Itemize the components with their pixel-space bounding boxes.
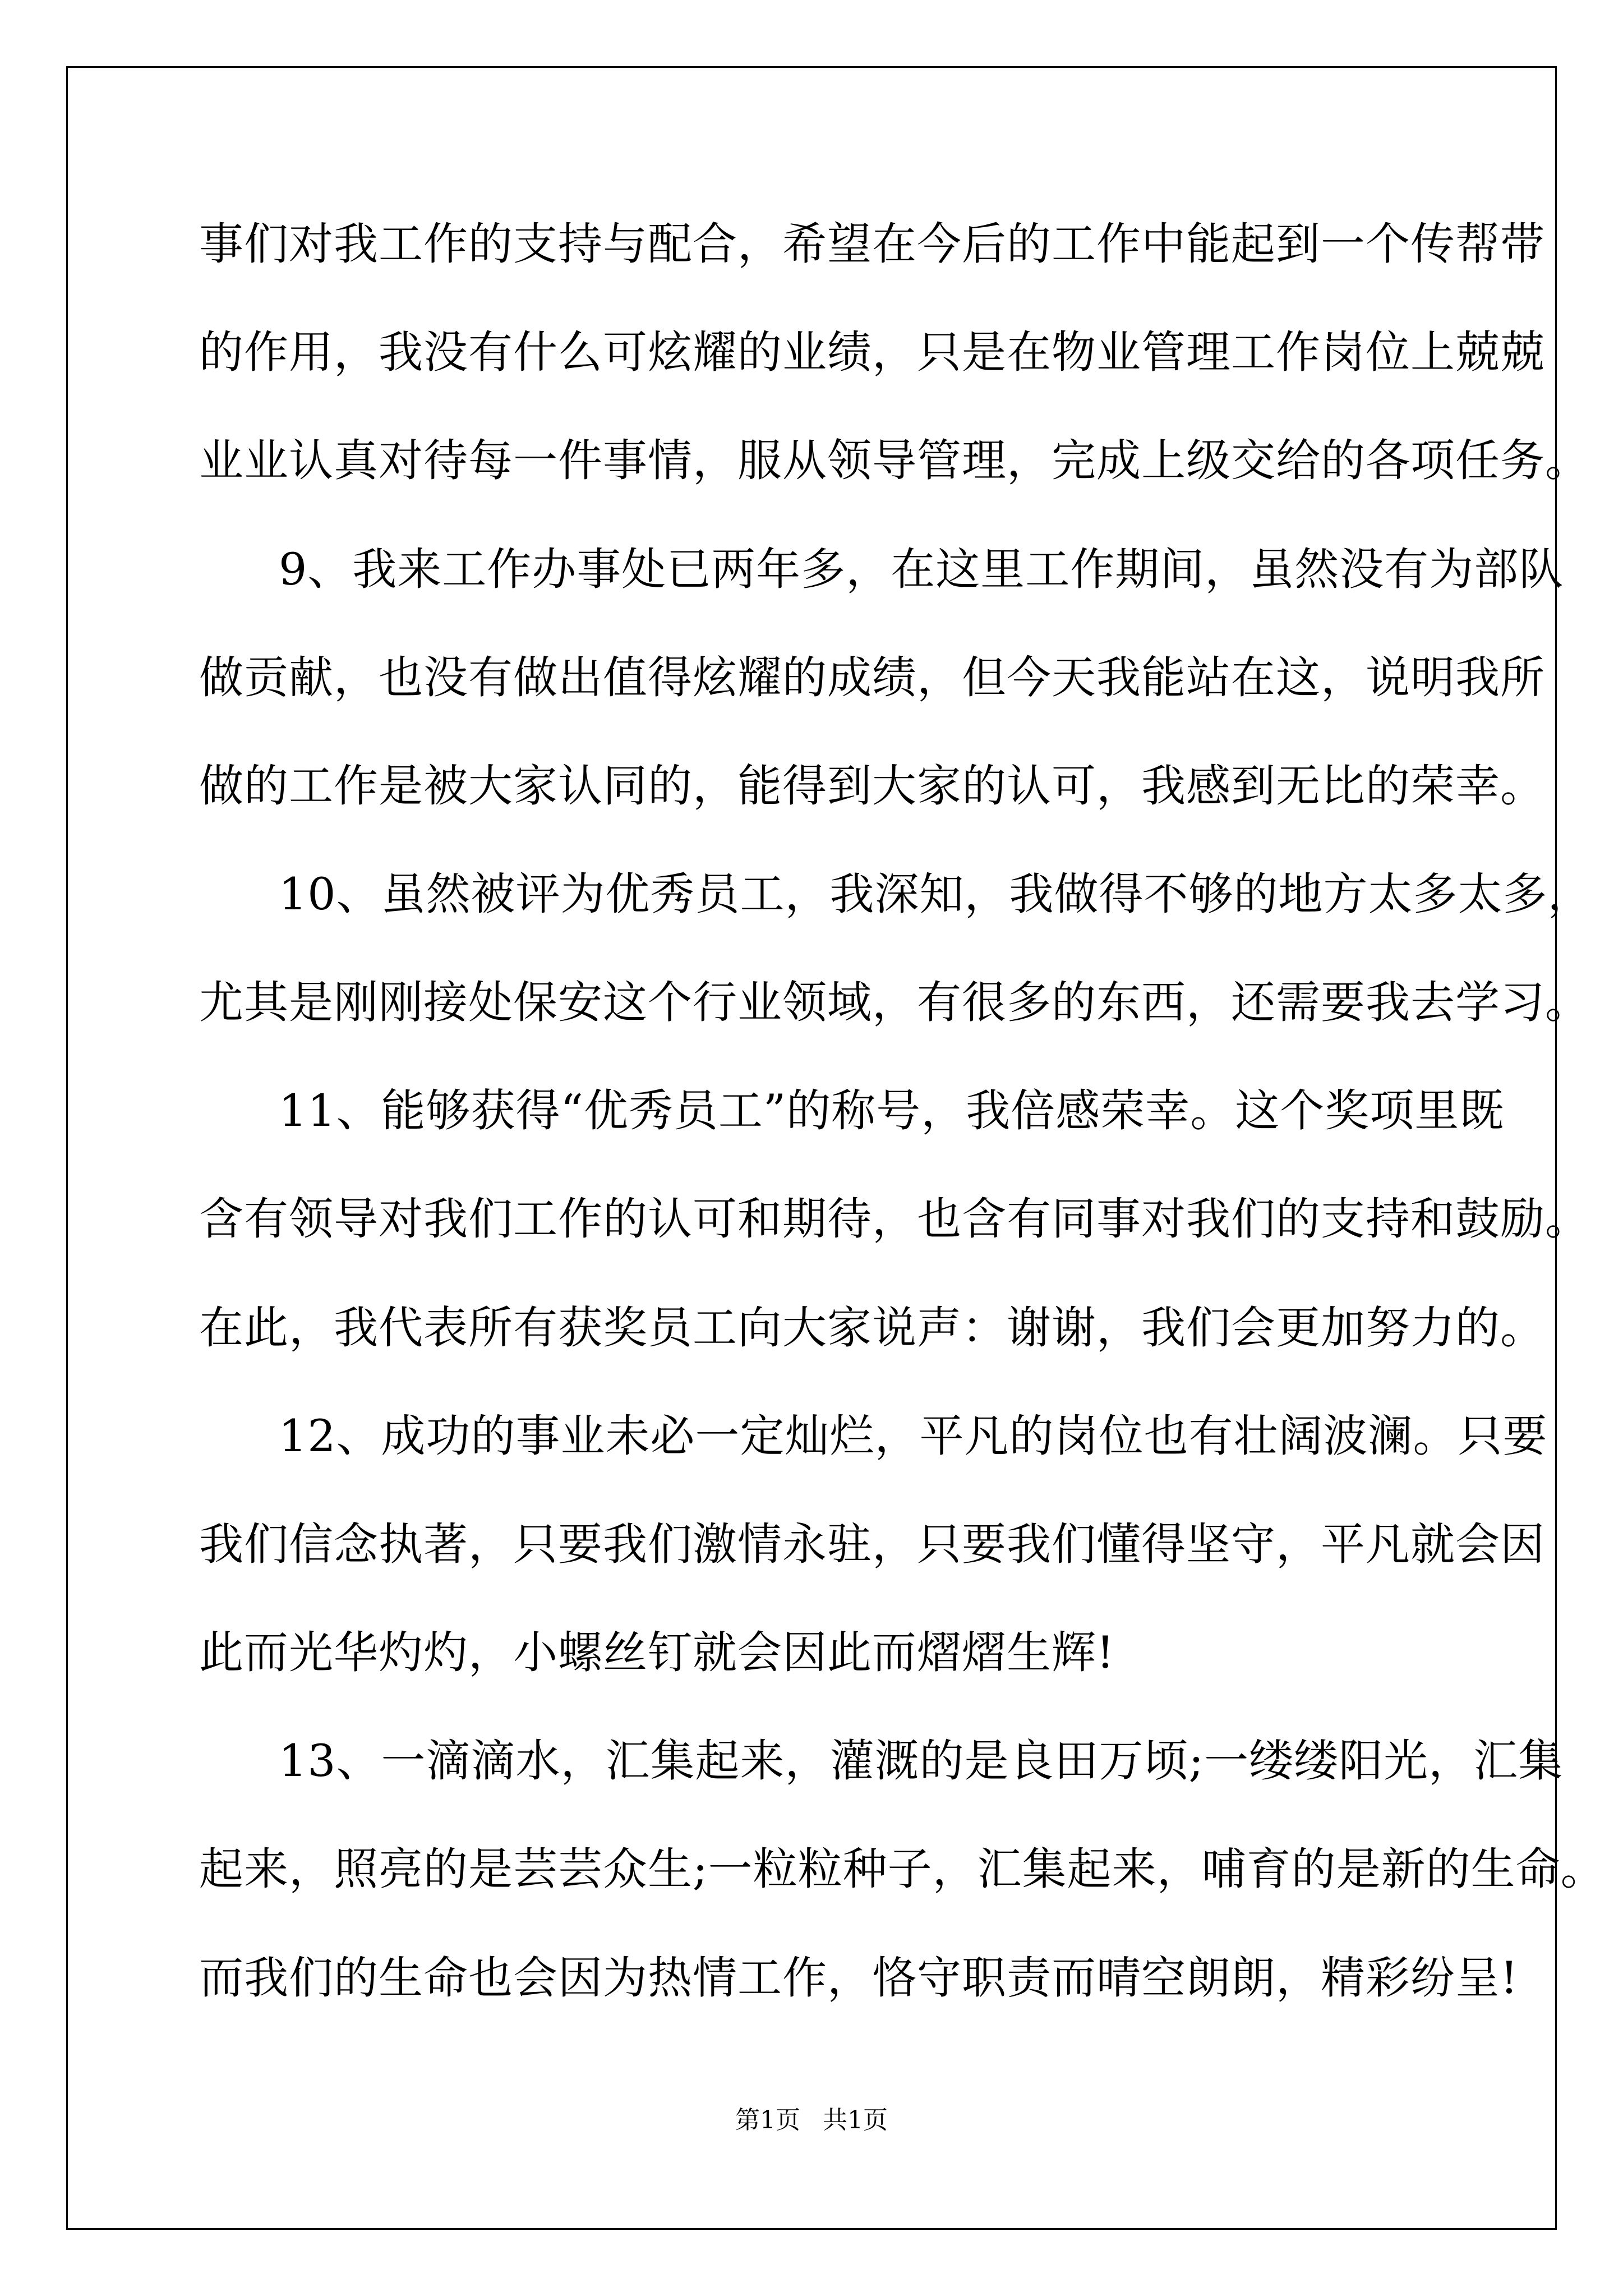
text-line-13: 我们信念执著，只要我们激情永驻，只要我们懂得坚守，平凡就会因 (199, 1519, 1545, 1570)
text-line-14: 此而光华灼灼，小螺丝钉就会因此而熠熠生辉! (199, 1627, 1115, 1678)
text-line-3: 业业认真对待每一件事情，服从领导管理，完成上级交给的各项任务。 (199, 435, 1590, 486)
text-line-15: 13、一滴滴水，汇集起来，灌溉的是良田万顷;一缕缕阳光，汇集 (279, 1735, 1564, 1787)
text-line-9: 11、能够获得“优秀员工”的称号，我倍感荣幸。这个奖项里既 (279, 1085, 1505, 1137)
text-line-12: 12、成功的事业未必一定灿烂，平凡的岗位也有壮阔波澜。只要 (279, 1410, 1548, 1462)
text-line-4: 9、我来工作办事处已两年多，在这里工作期间，虽然没有为部队 (279, 544, 1564, 595)
text-line-10: 含有领导对我们工作的认可和期待，也含有同事对我们的支持和鼓励。 (199, 1193, 1590, 1245)
text-line-5: 做贡献，也没有做出值得炫耀的成绩，但今天我能站在这，说明我所 (199, 652, 1545, 703)
text-line-8: 尤其是刚刚接处保安这个行业领域，有很多的东西，还需要我去学习。 (199, 977, 1590, 1028)
text-line-11: 在此，我代表所有获奖员工向大家说声：谢谢，我们会更加努力的。 (199, 1302, 1545, 1354)
page-total: 共1页 (823, 2106, 888, 2134)
text-line-17: 而我们的生命也会因为热情工作，恪守职责而晴空朗朗，精彩纷呈! (199, 1952, 1519, 2004)
page-footer (0, 2105, 1623, 2136)
page-number: 第1页 (735, 2106, 800, 2134)
text-line-1: 事们对我工作的支持与配合，希望在今后的工作中能起到一个传帮带 (199, 218, 1545, 270)
text-line-7: 10、虽然被评为优秀员工，我深知，我做得不够的地方太多太多， (279, 868, 1593, 920)
text-line-16: 起来，照亮的是芸芸众生;一粒粒种子，汇集起来，哺育的是新的生命。 (199, 1843, 1606, 1895)
text-line-2: 的作用，我没有什么可炫耀的业绩，只是在物业管理工作岗位上兢兢 (199, 326, 1545, 378)
page-frame (66, 66, 1606, 2230)
text-line-6: 做的工作是被大家认同的，能得到大家的认可，我感到无比的荣幸。 (199, 760, 1545, 812)
